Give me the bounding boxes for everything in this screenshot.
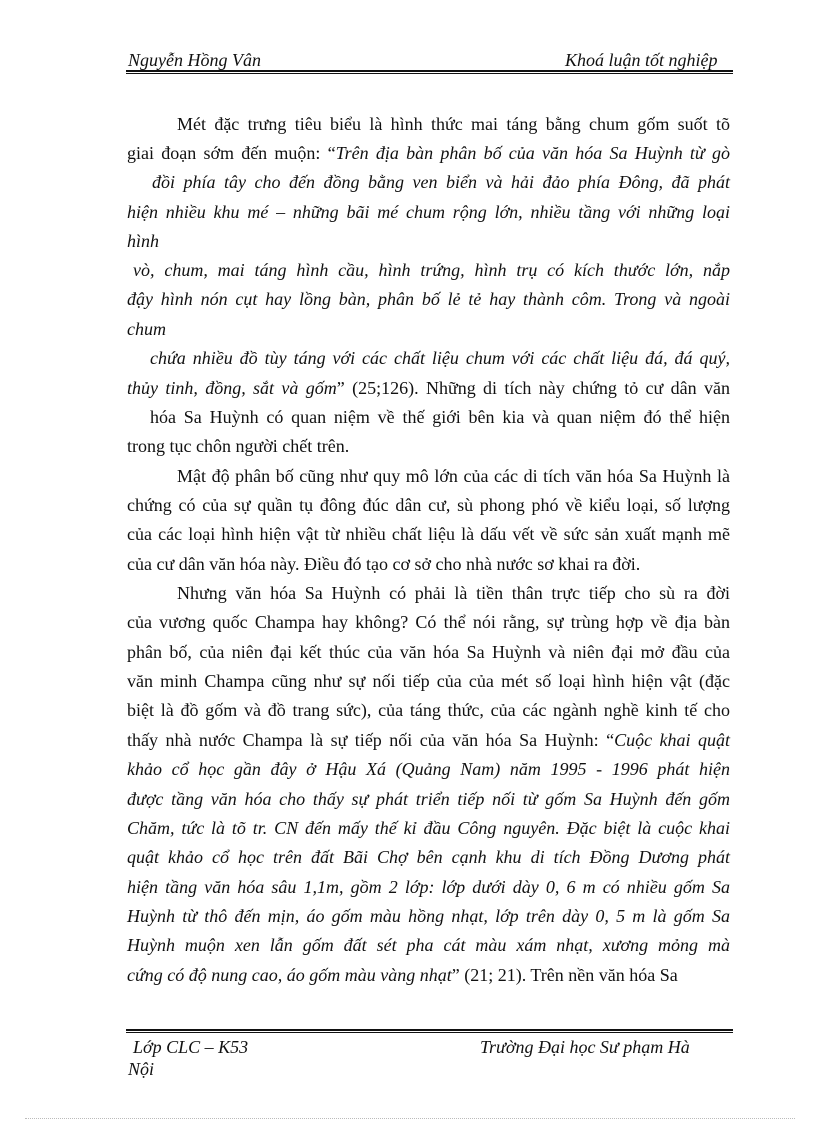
text-run: thấy nhà nước Champa là sự tiếp nối của văn hóa Sa Huỳnh: “: [127, 730, 615, 750]
text-line: Mật độ phân bố cũng như quy mô lớn của các di tích văn hóa Sa Huỳnh là: [177, 466, 730, 486]
footer-rule: [126, 1029, 733, 1031]
quote-run: Trên địa bàn phân bố của văn hóa Sa Huỳnh từ gò: [335, 143, 730, 163]
text-line: [127, 142, 730, 164]
text-line: [127, 729, 730, 751]
text-line: [127, 377, 730, 399]
quote-line: quật khảo cổ học trên đất Bãi Chợ bên cạnh khu di tích Đồng Dương phát: [127, 847, 730, 867]
quote-run: thủy tinh, đồng, sắt và gốm: [127, 378, 337, 398]
header-rule: [126, 70, 733, 72]
text-line: Nhưng văn hóa Sa Huỳnh có phải là tiền thân trực tiếp cho sù ra đời: [177, 583, 730, 603]
text-run: ” (25;126). Những di tích này chứng tỏ cư dân văn: [336, 378, 730, 398]
text-line: của cư dân văn hóa này. Điều đó tạo cơ sở cho nhà nước sơ khai ra đời.: [127, 554, 641, 574]
quote-run: cứng có độ nung cao, áo gốm màu vàng nhạt: [127, 965, 452, 985]
quote-line: vò, chum, mai táng hình cầu, hình trứng, hình trụ có kích thước lớn, nắp: [133, 260, 730, 280]
footer-class-label: Lớp CLC – K53: [133, 1037, 249, 1057]
quote-line: chứa nhiều đồ tùy táng với các chất liệu chum với các chất liệu đá, đá quý,: [150, 348, 730, 368]
footer-school-name: Trường Đại học Sư phạm Hà: [480, 1037, 690, 1057]
quote-line: khảo cổ học gần đây ở Hậu Xá (Quảng Nam) năm 1995 - 1996 phát hiện: [127, 759, 730, 779]
quote-line: chum: [127, 319, 166, 339]
quote-line: hiện tầng văn hóa sâu 1,1m, gồm 2 lớp: lớp dưới dày 0, 6 m có nhiều gốm Sa: [127, 877, 730, 897]
text-line: văn minh Champa cũng như sự nối tiếp của của mét số loại hình hiện vật (đặc: [127, 671, 730, 691]
text-line: Mét đặc trưng tiêu biểu là hình thức mai táng bằng chum gốm suốt tõ: [177, 114, 730, 134]
header-rule-thin: [126, 73, 733, 74]
text-line: biệt là đồ gốm và đồ trang sức), của táng thức, của các ngành nghề kinh tế cho: [127, 700, 730, 720]
quote-line: Huỳnh muộn xen lẫn gốm đất sét pha cát màu xám nhạt, xương mỏng mà: [127, 935, 730, 955]
text-line: của các loại hình hiện vật từ nhiều chất liệu là dấu vết về sức sản xuất mạnh mẽ: [127, 524, 730, 544]
text-line: của vương quốc Champa hay không? Có thể nói rằng, sự trùng hợp về địa bàn: [127, 612, 730, 632]
text-run: ” (21; 21). Trên nền văn hóa Sa: [451, 965, 678, 985]
text-line: phân bố, của niên đại kết thúc của văn hóa Sa Huỳnh và niên đại mở đầu của: [127, 642, 730, 662]
quote-run: Cuộc khai quật: [614, 730, 730, 750]
text-run: giai đoạn sớm đến muộn: “: [127, 143, 336, 163]
page-edge: [25, 1118, 795, 1119]
quote-line: Huỳnh từ thô đến mịn, áo gốm màu hồng nhạt, lớp trên dày 0, 5 m là gốm Sa: [127, 906, 730, 926]
text-line: trong tục chôn người chết trên.: [127, 436, 350, 456]
quote-line: đậy hình nón cụt hay lồng bàn, phân bố lẻ tẻ hay thành côm. Trong và ngoài: [127, 289, 730, 309]
header-author: Nguyễn Hồng Vân: [128, 50, 261, 70]
quote-line: được tầng văn hóa cho thấy sự phát triển tiếp nối từ gốm Sa Huỳnh đến gốm: [127, 789, 730, 809]
header-doc-type: Khoá luận tốt nghiệp: [565, 50, 718, 70]
quote-line: hình: [127, 231, 160, 251]
quote-line: hiện nhiều khu mé – những bãi mé chum rộng lớn, nhiều tầng với những loại: [127, 202, 730, 222]
quote-line: đồi phía tây cho đến đồng bằng ven biển và hải đảo phía Đông, đã phát: [152, 172, 730, 192]
text-line: chứng có của sự quần tụ đông đúc dân cư, sù phong phó về kiểu loại, số lượng: [127, 495, 730, 515]
footer-rule-thin: [126, 1032, 733, 1033]
quote-line: Chăm, tức là tõ tr. CN đến mấy thế kỉ đầu Công nguyên. Đặc biệt là cuộc khai: [127, 818, 730, 838]
text-line: [127, 964, 730, 986]
footer-school-name-cont: Nội: [128, 1059, 155, 1079]
text-line: hóa Sa Huỳnh có quan niệm về thế giới bên kia và quan niệm đó thể hiện: [150, 407, 730, 427]
